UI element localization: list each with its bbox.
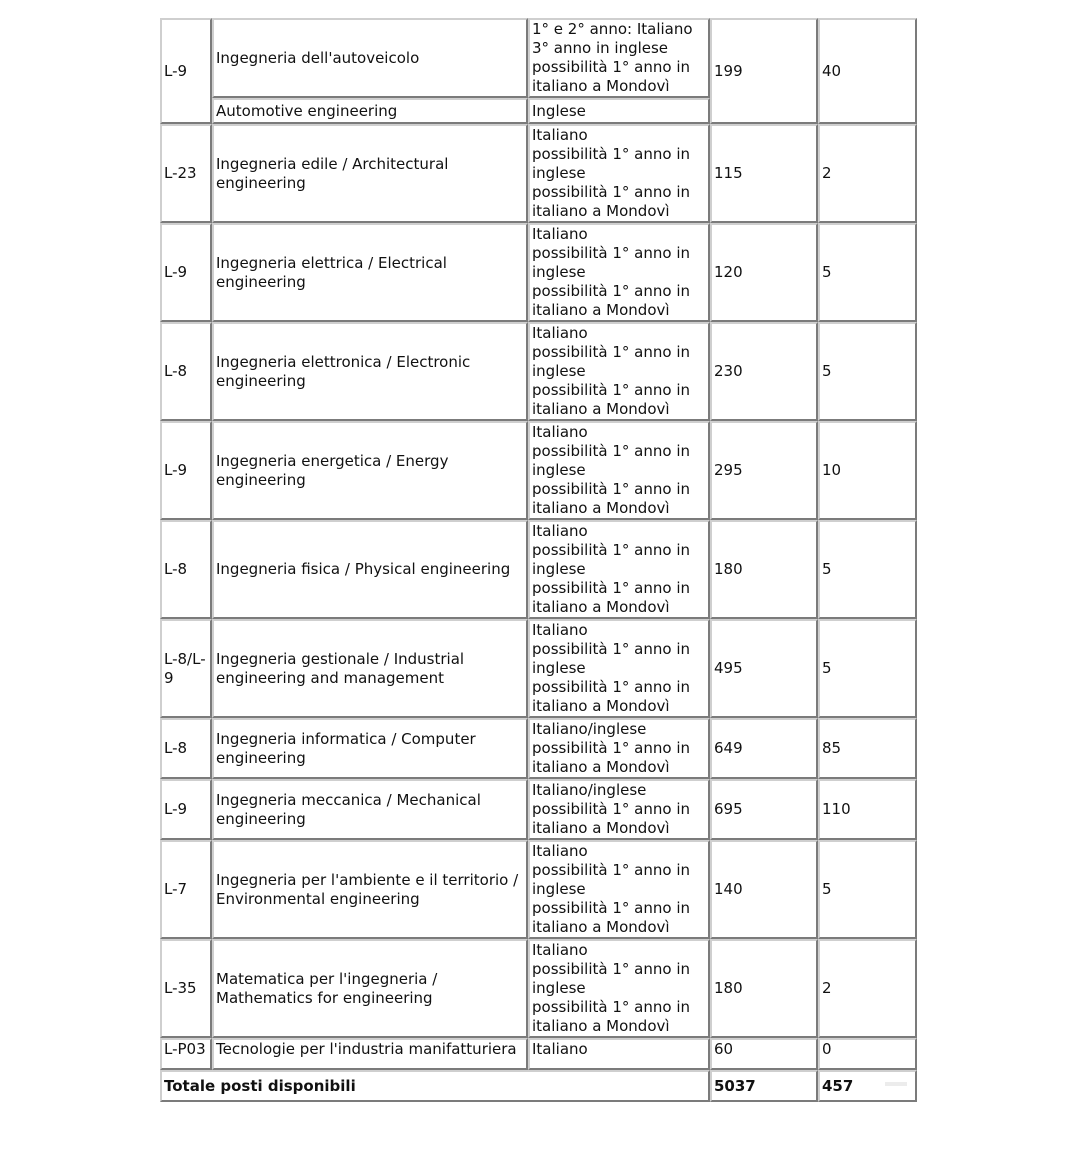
- language-line: Italiano: [532, 225, 588, 243]
- courses-table: [160, 18, 917, 1102]
- class-code: L-9: [160, 421, 212, 520]
- course-name: Ingegneria dell'autoveicolo: [212, 18, 528, 98]
- total-label: Totale posti disponibili: [160, 1070, 710, 1102]
- language-line: inglese: [532, 263, 586, 281]
- language-line: possibilità 1° anno in: [532, 579, 690, 597]
- language-line: possibilità 1° anno in: [532, 960, 690, 978]
- available-posts: 120: [710, 223, 818, 322]
- extra-posts: 5: [818, 322, 917, 421]
- available-posts: 495: [710, 619, 818, 718]
- language-line: Italiano: [532, 842, 588, 860]
- total-posts: 5037: [710, 1070, 818, 1102]
- available-posts: 199: [710, 18, 818, 124]
- course-name: Ingegneria fisica / Physical engineering: [212, 520, 528, 619]
- available-posts: 649: [710, 718, 818, 779]
- language-line: Italiano/inglese: [532, 720, 647, 738]
- teaching-language: [528, 779, 710, 840]
- total-row: [160, 1070, 917, 1102]
- class-code: L-9: [160, 18, 212, 124]
- language-line: possibilità 1° anno in: [532, 541, 690, 559]
- teaching-language: [528, 520, 710, 619]
- language-line: italiano a Mondovì: [532, 301, 670, 319]
- language-line: 3° anno in inglese: [532, 39, 669, 57]
- language-line: possibilità 1° anno in: [532, 282, 690, 300]
- language-line: possibilità 1° anno in: [532, 739, 690, 757]
- language-line: italiano a Mondovì: [532, 1017, 670, 1035]
- language-line: possibilità 1° anno in: [532, 998, 690, 1016]
- course-name: Ingegneria elettrica / Electrical engineering: [212, 223, 528, 322]
- language-line: possibilità 1° anno in: [532, 145, 690, 163]
- extra-posts: 2: [818, 939, 917, 1038]
- table-row: [160, 619, 917, 718]
- table-row: [160, 124, 917, 223]
- available-posts: 60: [710, 1038, 818, 1070]
- language-line: italiano a Mondovì: [532, 697, 670, 715]
- table-row: [160, 718, 917, 779]
- teaching-language: [528, 840, 710, 939]
- course-name: Ingegneria meccanica / Mechanical engineering: [212, 779, 528, 840]
- course-name: Ingegneria energetica / Energy engineering: [212, 421, 528, 520]
- teaching-language: [528, 98, 710, 124]
- teaching-language: [528, 619, 710, 718]
- language-line: possibilità 1° anno in: [532, 442, 690, 460]
- language-line: inglese: [532, 362, 586, 380]
- class-code: L-7: [160, 840, 212, 939]
- table-row: [160, 840, 917, 939]
- language-line: Italiano/inglese: [532, 781, 647, 799]
- course-name: Ingegneria elettronica / Electronic engineering: [212, 322, 528, 421]
- table-row: [160, 322, 917, 421]
- available-posts: 180: [710, 520, 818, 619]
- extra-posts: 85: [818, 718, 917, 779]
- language-line: inglese: [532, 560, 586, 578]
- language-line: possibilità 1° anno in: [532, 244, 690, 262]
- language-line: possibilità 1° anno in: [532, 381, 690, 399]
- language-line: Italiano: [532, 522, 588, 540]
- language-line: italiano a Mondovì: [532, 400, 670, 418]
- extra-posts: 5: [818, 840, 917, 939]
- available-posts: 115: [710, 124, 818, 223]
- language-line: italiano a Mondovì: [532, 202, 670, 220]
- course-name-english: Automotive engineering: [212, 98, 528, 124]
- extra-posts: 5: [818, 223, 917, 322]
- table-row: [160, 520, 917, 619]
- extra-posts: 5: [818, 619, 917, 718]
- extra-posts: 5: [818, 520, 917, 619]
- language-line: italiano a Mondovì: [532, 77, 670, 95]
- language-line: Italiano: [532, 126, 588, 144]
- course-name: Matematica per l'ingegneria / Mathematics for engineering: [212, 939, 528, 1038]
- class-code: L-8/L-9: [160, 619, 212, 718]
- class-code: L-8: [160, 322, 212, 421]
- language-line: italiano a Mondovì: [532, 499, 670, 517]
- language-line: 1° e 2° anno: Italiano: [532, 20, 693, 38]
- language-line: possibilità 1° anno in: [532, 800, 690, 818]
- language-line: possibilità 1° anno in: [532, 343, 690, 361]
- teaching-language: [528, 718, 710, 779]
- table-row: [160, 779, 917, 840]
- language-line: Italiano: [532, 1040, 588, 1058]
- language-line: inglese: [532, 979, 586, 997]
- teaching-language: [528, 421, 710, 520]
- page-mark: [885, 1082, 907, 1086]
- language-line: possibilità 1° anno in: [532, 899, 690, 917]
- language-line: Inglese: [532, 101, 586, 120]
- language-line: possibilità 1° anno in: [532, 183, 690, 201]
- language-line: possibilità 1° anno in: [532, 58, 690, 76]
- extra-posts: 0: [818, 1038, 917, 1070]
- course-name: Ingegneria per l'ambiente e il territorio / Environmental engineering: [212, 840, 528, 939]
- class-code: L-35: [160, 939, 212, 1038]
- table-row: [160, 421, 917, 520]
- language-line: inglese: [532, 659, 586, 677]
- language-line: Italiano: [532, 423, 588, 441]
- course-name: Ingegneria gestionale / Industrial engineering and management: [212, 619, 528, 718]
- language-line: possibilità 1° anno in: [532, 480, 690, 498]
- available-posts: 140: [710, 840, 818, 939]
- language-line: Italiano: [532, 324, 588, 342]
- table-row: [160, 223, 917, 322]
- teaching-language: [528, 124, 710, 223]
- teaching-language: [528, 322, 710, 421]
- courses-table-body: [160, 18, 917, 1102]
- class-code: L-23: [160, 124, 212, 223]
- extra-posts: 2: [818, 124, 917, 223]
- language-line: italiano a Mondovì: [532, 758, 670, 776]
- available-posts: 180: [710, 939, 818, 1038]
- language-line: italiano a Mondovì: [532, 918, 670, 936]
- course-name: Tecnologie per l'industria manifatturiera: [212, 1038, 528, 1070]
- language-line: possibilità 1° anno in: [532, 640, 690, 658]
- language-line: italiano a Mondovì: [532, 598, 670, 616]
- extra-posts: 10: [818, 421, 917, 520]
- language-line: inglese: [532, 880, 586, 898]
- course-name: Ingegneria edile / Architectural engineering: [212, 124, 528, 223]
- class-code: L-9: [160, 223, 212, 322]
- language-line: possibilità 1° anno in: [532, 861, 690, 879]
- language-line: inglese: [532, 461, 586, 479]
- total-extra: 457: [818, 1070, 917, 1102]
- language-line: Italiano: [532, 621, 588, 639]
- extra-posts: 40: [818, 18, 917, 124]
- teaching-language: [528, 1038, 710, 1070]
- class-code: L-8: [160, 520, 212, 619]
- table-row: [160, 18, 917, 98]
- table-row: [160, 1038, 917, 1070]
- teaching-language: [528, 223, 710, 322]
- teaching-language: [528, 18, 710, 98]
- table-row: [160, 939, 917, 1038]
- available-posts: 230: [710, 322, 818, 421]
- language-line: italiano a Mondovì: [532, 819, 670, 837]
- course-name: Ingegneria informatica / Computer engineering: [212, 718, 528, 779]
- extra-posts: 110: [818, 779, 917, 840]
- available-posts: 695: [710, 779, 818, 840]
- class-code: L-8: [160, 718, 212, 779]
- available-posts: 295: [710, 421, 818, 520]
- language-line: possibilità 1° anno in: [532, 678, 690, 696]
- class-code: L-9: [160, 779, 212, 840]
- class-code: L-P03: [160, 1038, 212, 1070]
- language-line: inglese: [532, 164, 586, 182]
- teaching-language: [528, 939, 710, 1038]
- language-line: Italiano: [532, 941, 588, 959]
